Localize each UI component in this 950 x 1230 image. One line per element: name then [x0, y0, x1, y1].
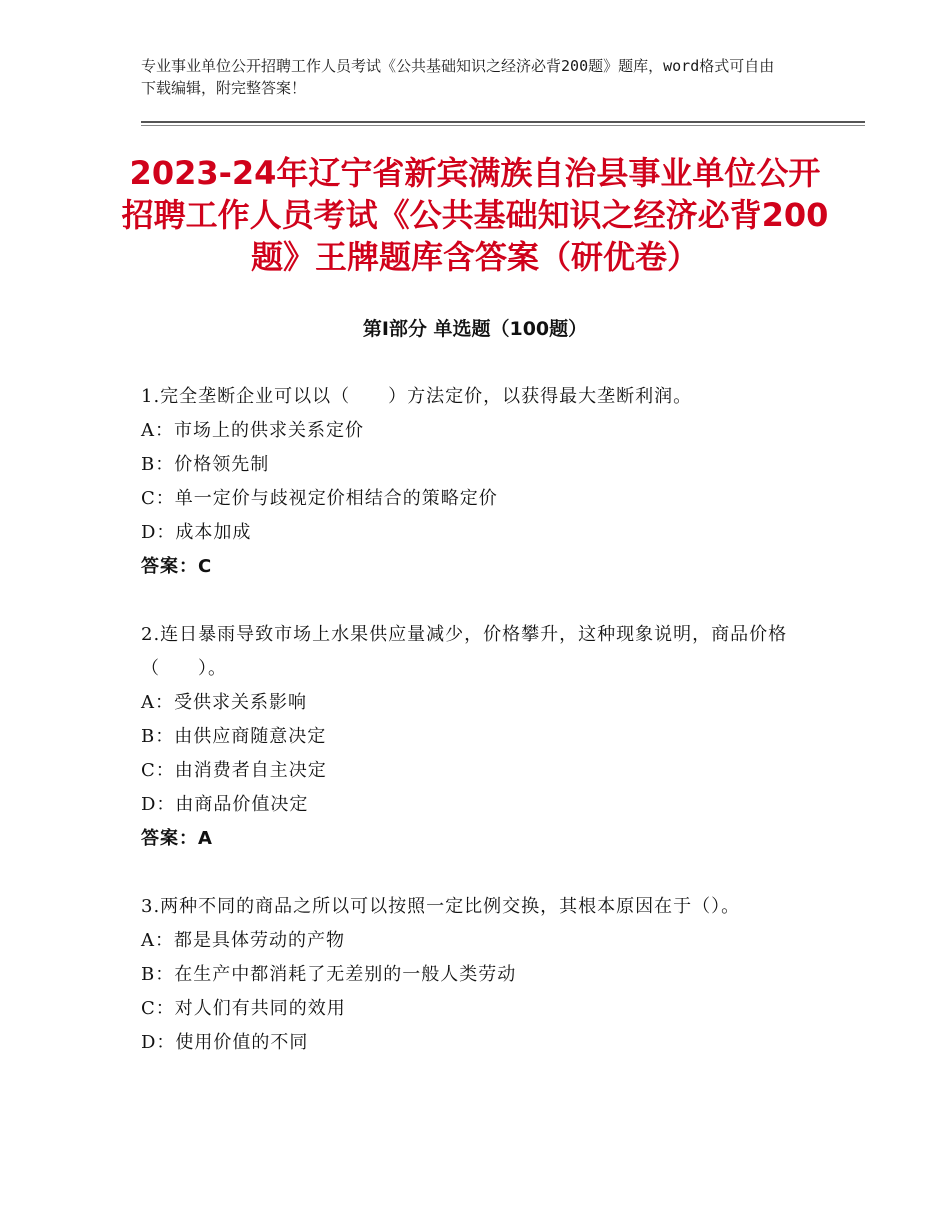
section-title: 第Ⅰ部分 单选题（100题）: [362, 318, 588, 340]
header-note: 专业事业单位公开招聘工作人员考试《公共基础知识之经济必背200题》题库，word格式可自由下载编辑，附完整答案！: [141, 57, 775, 97]
option-a: A：受供求关系影响: [141, 692, 307, 713]
option-b: B：由供应商随意决定: [141, 726, 327, 747]
answer: 答案：C: [141, 556, 213, 577]
option-a: A：市场上的供求关系定价: [141, 420, 364, 441]
answer: 答案：A: [141, 828, 213, 849]
option-b: B：价格领先制: [141, 454, 270, 475]
question-list: [141, 380, 821, 1094]
option-d: D：成本加成: [141, 522, 252, 543]
question-1: [141, 380, 821, 584]
question-stem: 2.连日暴雨导致市场上水果供应量减少，价格攀升，这种现象说明，商品价格（ ）。: [141, 624, 788, 679]
option-b: B：在生产中都消耗了无差别的一般人类劳动: [141, 964, 517, 985]
document-title: 2023-24年辽宁省新宾满族自治县事业单位公开招聘工作人员考试《公共基础知识之经济必背200题》王牌题库含答案（研优卷）: [121, 154, 829, 276]
option-d: D：使用价值的不同: [141, 1032, 309, 1053]
option-a: A：都是具体劳动的产物: [141, 930, 345, 951]
question-3: [141, 890, 821, 1060]
option-c: C：由消费者自主决定: [141, 760, 327, 781]
option-c: C：对人们有共同的效用: [141, 998, 346, 1019]
question-2: [141, 618, 821, 856]
header-divider-thin: [141, 125, 865, 126]
question-stem: 3.两种不同的商品之所以可以按照一定比例交换，其根本原因在于（）。: [141, 896, 741, 917]
question-stem: 1.完全垄断企业可以以（ ）方法定价，以获得最大垄断利润。: [141, 386, 693, 407]
header-divider: [141, 121, 865, 123]
option-c: C：单一定价与歧视定价相结合的策略定价: [141, 488, 498, 509]
option-d: D：由商品价值决定: [141, 794, 309, 815]
